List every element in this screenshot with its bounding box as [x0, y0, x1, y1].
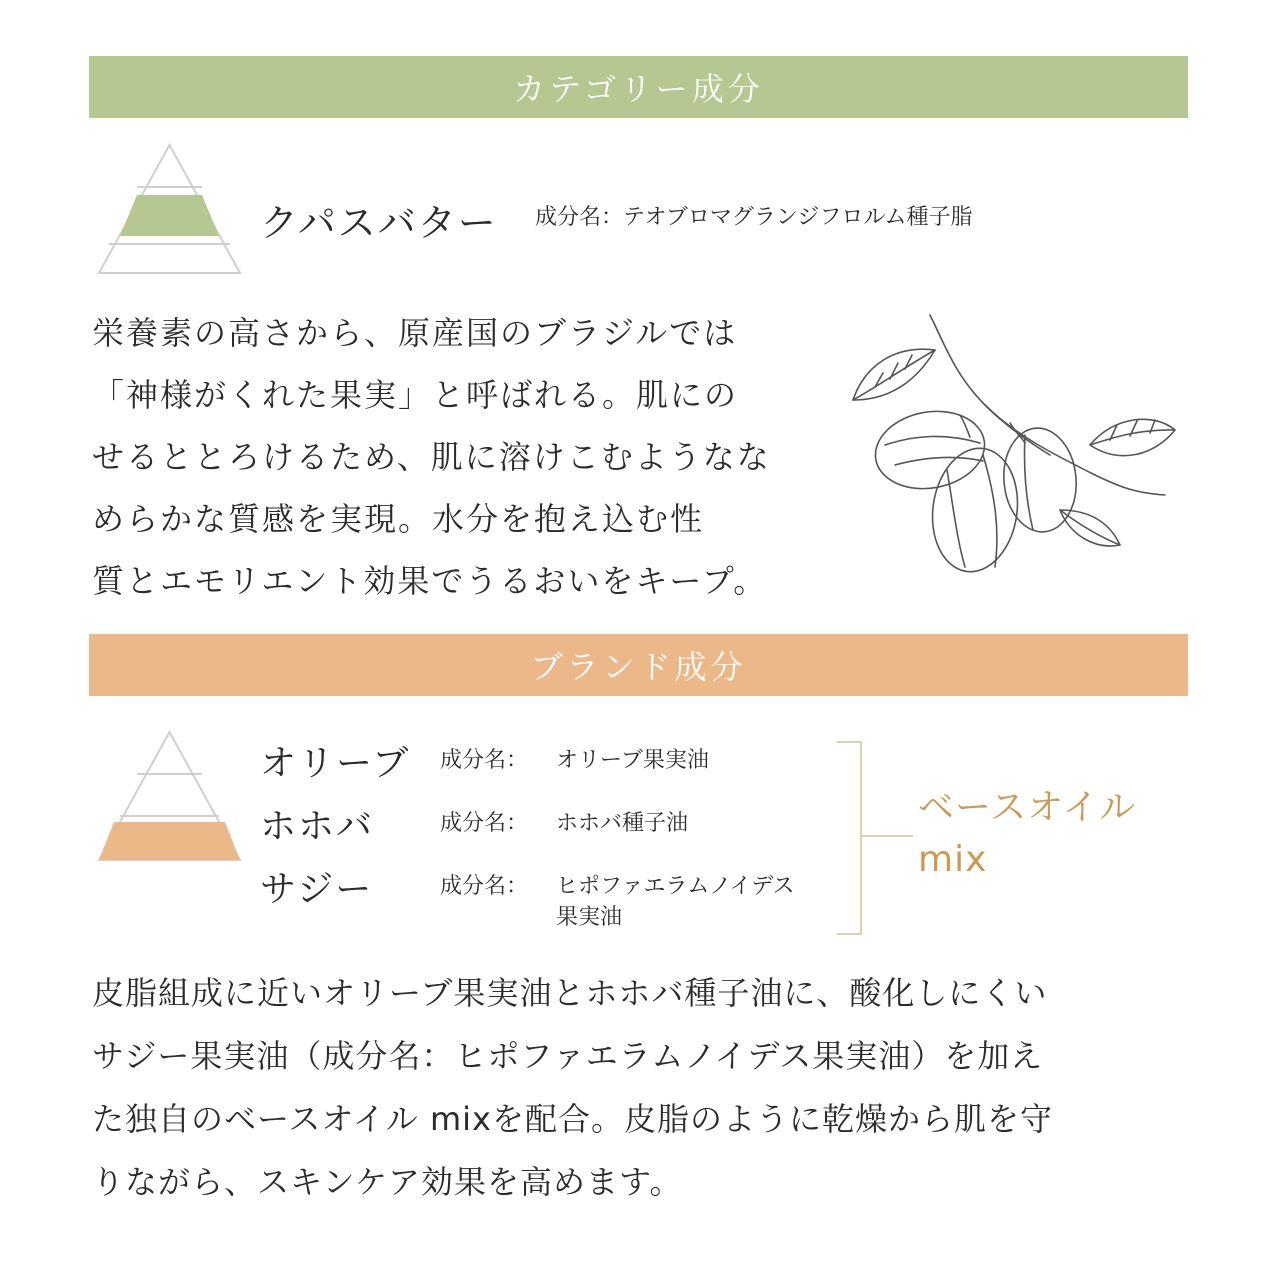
brand-ingredient-name: サジー	[260, 869, 374, 910]
base-oil-mix-label	[918, 782, 1136, 886]
inci-label: 成分名：	[440, 811, 529, 836]
category-banner: カテゴリー成分	[89, 56, 1188, 118]
inci-value: ホホバ種子油	[556, 811, 689, 836]
description-line: 質とエモリエント効果でうるおいをキープ。	[92, 562, 768, 600]
inci-label: 成分名：	[440, 874, 529, 899]
inci-value-continued: 果実油	[556, 905, 623, 930]
brand-banner: ブランド成分	[89, 634, 1188, 696]
inci-label: 成分名：	[440, 748, 529, 773]
description-line: めらかな質感を実現。水分を抱え込む性	[92, 500, 705, 538]
description-line: 栄養素の高さから、原産国のブラジルでは	[92, 314, 738, 352]
brand-ingredient-name: ホホバ	[260, 806, 375, 847]
bracket-icon	[835, 740, 915, 936]
cupuacu-fruit-illustration	[835, 305, 1180, 575]
description-line: りながら、スキンケア効果を高めます。	[92, 1163, 683, 1201]
category-description	[92, 302, 822, 612]
description-line: 皮脂組成に近いオリーブ果実油とホホバ種子油に、酸化しにくい	[92, 974, 1048, 1012]
pyramid-icon-middle-highlight	[97, 143, 242, 275]
inci-value: オリーブ果実油	[556, 748, 709, 773]
pyramid-icon-base-highlight	[97, 730, 242, 862]
ingredient-name: クパスバター	[260, 201, 498, 245]
brand-ingredient-inci	[440, 745, 709, 777]
brand-description	[92, 962, 1192, 1214]
description-line: た独自のベースオイル mixを配合。皮脂のように乾燥から肌を守	[92, 1100, 1053, 1138]
mix-label-line: mix	[918, 839, 988, 880]
description-line: サジー果実油（成分名：ヒポファエラムノイデス果実油）を加え	[92, 1037, 1044, 1075]
brand-ingredient-inci	[440, 808, 688, 840]
brand-ingredient-name: オリーブ	[260, 743, 411, 784]
description-line: 「神様がくれた果実」と呼ばれる。肌にの	[92, 376, 739, 414]
inci-value: ヒポファエラムノイデス	[556, 874, 795, 899]
description-line: せるととろけるため、肌に溶けこむようなな	[92, 438, 771, 476]
mix-label-line: ベースオイル	[918, 787, 1137, 828]
ingredient-inci: 成分名：テオブロマグランジフロルム種子脂	[535, 205, 973, 230]
brand-ingredient-inci	[440, 871, 794, 903]
